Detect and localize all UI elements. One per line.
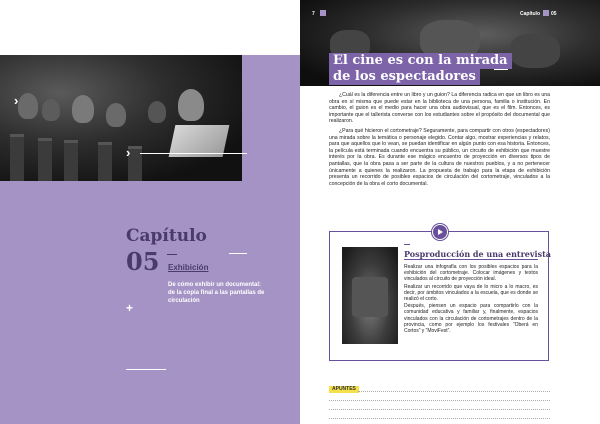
running-header-number: 05 [551,11,557,17]
activity-paragraph: Después, piensen un espacio para compartirlo con la comunidad educativa y familiar y, finalmente, espacios vinculados con la circulación de cortometrajes dentro de la provincia, como por ejemplo los festivales “Oberá en Cortos” y “MoviFest”. [404,303,538,335]
chapter-description: De cómo exhibir un documental: de la copia final a las pantallas de circulación [168,282,265,305]
chevron-right-icon: › [126,145,131,160]
notes-line [358,391,550,392]
editing-photo [342,247,398,344]
divider-line [404,259,538,260]
divider-line [140,153,247,154]
activity-title: Posproducción de una entrevista [404,249,551,259]
divider-line [126,369,166,370]
divider-line [404,244,410,245]
body-text [329,92,550,190]
page-marker [543,10,549,16]
notes-line [329,409,550,410]
chevron-right-icon: › [14,93,19,108]
plus-icon: + [126,301,134,315]
play-icon [432,224,448,240]
body-paragraph: ¿Cuál es la diferencia entre un libro y un guion? La diferencia radica en que un libro es una obra en sí misma que puede estar en la biblioteca de una persona, familia o institución. En cambio, el guion es el medio para hacer una obra audiovisual, que es el film. Entonces, es importante que el tallerista converse con los estudiantes sobre el propósito del documental que realizaron. [329,92,550,125]
notes-line [329,418,550,419]
cinema-audience-photo [0,55,242,181]
chapter-label: Capítulo [126,226,207,246]
activity-paragraph: Realizar un recorrido que vaya de lo micro a lo macro, es decir, por ámbitos vinculados a la escuela, que es donde se realizó el corto. [404,283,538,303]
section-title-line-1: El cine es con la mirada [329,53,512,69]
section-title-line-2: de los espectadores [329,69,480,85]
divider-line [494,69,508,70]
left-page-top-margin [0,0,300,55]
section-title [329,53,512,85]
chapter-number: 05 [126,247,160,276]
body-paragraph: ¿Para qué hicieron el cortometraje? Seguramente, para compartir con otros (espectadores) una mirada sobre la temática o personaje elegido. Contar algo, mostrar experiencias y relatos, para que aquellos que lo vean, se puedan identificar en algún punto con esa historia. Entonces, la película está terminada cuando encuentra su público, un circuito de exhibición que muestre interés por la obra. Es durante ese mágico encuentro de proyección en diversos tipos de pantallas, que la obra pasa a ser parte de la cultura de nuestros pueblos, y a no pertenecer únicamente a quienes la realizaron. La propuesta de trabajo para la etapa de exhibición presenta un recorrido de posibles espacios de circulación del cortometraje, vinculados a la concepción de la obra el corto documental. [329,127,550,187]
notes-label: APUNTES [329,386,359,393]
running-header-label: Capítulo [520,11,540,17]
notes-line [329,400,550,401]
activity-text [404,264,538,335]
divider-line [167,254,177,255]
divider-line [229,253,247,254]
activity-paragraph: Realizar una infografía con los posibles espacios para la exhibición del cortometraje. Colocar imágenes y textos vinculados al circuito de proyección ideal. [404,264,538,283]
page-number: 7 [312,11,315,17]
page-marker [320,10,326,16]
chapter-name: Exhibición [168,263,209,272]
